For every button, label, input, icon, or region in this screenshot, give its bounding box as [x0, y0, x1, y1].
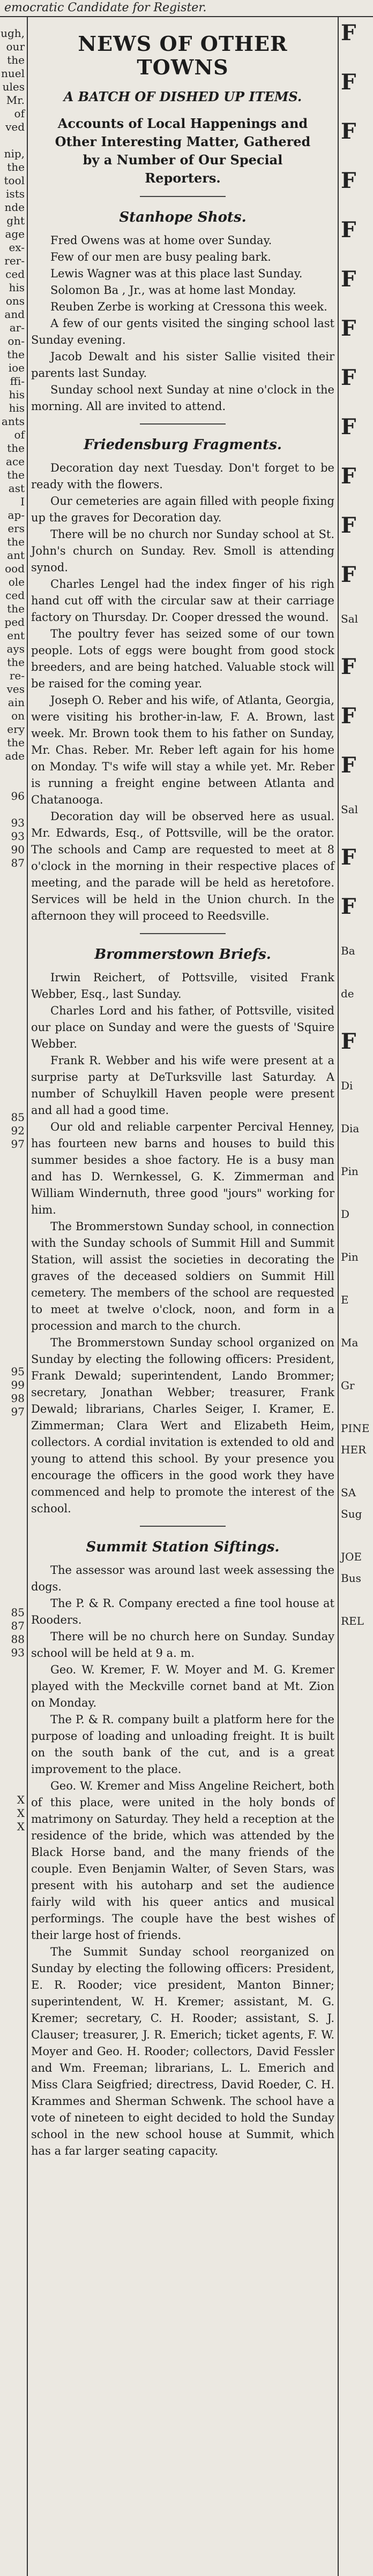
left-fragment-text: 88 — [11, 1633, 25, 1646]
left-fragment-text: nip, — [4, 147, 25, 160]
right-fragment-text: SA — [341, 1486, 356, 1499]
left-fragment-text: 97 — [11, 1405, 25, 1418]
left-fragment-text: ists — [6, 187, 25, 200]
left-fragment-text: ugh, — [1, 27, 25, 40]
news-item: The Brommerstown Sunday school, in connection with the Sunday schools of Summit Hill and Summit Station, will assist the societies in decorating the graves of the deceased soldiers on Summit Hill cemetery. The members of the school are requested to meet at twelve o'clock, noon, and form in a procession and march to the church. — [31, 1220, 334, 1332]
article-sections — [31, 196, 334, 2160]
right-fragment-text: F — [341, 316, 356, 341]
right-fragment-text: Sal — [341, 803, 359, 816]
news-item: The assessor was around last week assessing the dogs. — [31, 1564, 334, 1593]
right-fragment-text: F — [341, 217, 356, 243]
left-fragment-text: ers — [8, 522, 25, 535]
right-fragment-text: F — [341, 894, 356, 919]
news-item: The poultry fever has seized some of our town people. Lots of eggs were bought from good stock breeders, and are being hatched. Valuable stock will be raised for the coming year. — [31, 627, 334, 690]
news-item: Decoration day will be observed here as usual. Mr. Edwards, Esq., of Pottsville, will be the orator. The schools and Camp are requested to meet at 8 o'clock in the morning in their respective places of meeting, and the parade will be held as heretofore. Services will be held in the Union church. In the afternoon they will proceed to Reedsville. — [31, 810, 334, 922]
left-fragment-text: his — [9, 401, 25, 414]
left-fragment-text: 93 — [11, 816, 25, 829]
left-fragment-text: nde — [4, 201, 25, 214]
left-fragment-text: 96 — [11, 790, 25, 802]
section-divider — [140, 1526, 226, 1527]
left-fragment-text: ade — [5, 749, 25, 762]
news-item: Charles Lengel had the index finger of his righ hand cut off with the circular saw at their carriage factory on Thursday. Dr. Cooper dressed the wound. — [31, 578, 334, 624]
news-item: The Brommerstown Sunday school organized on Sunday by electing the following officers: President, Frank Dewald; superintendent, Lando Brommer; secretary, Jonathan Webber; treasurer, Frank Dewald; librarians, Charles Seiger, I. Kramer, E. Zimmerman; Clara Wert and Elizabeth Heim, collectors. A cordial invitation is extended to old and young to attend this school. By your presence you encourage the officers in the good work they have commenced and help to promote the interest of the school. — [31, 1336, 334, 1515]
section-title: Stanhope Shots. — [119, 209, 247, 225]
left-fragment-text: ap- — [8, 509, 25, 521]
right-fragment-text: Dia — [341, 1122, 360, 1135]
news-item: The P. & R. Company erected a fine tool house at Rooders. — [31, 1597, 334, 1626]
right-fragment-text: Ba — [341, 944, 355, 957]
right-fragment-text: F — [341, 168, 356, 193]
news-item: Lewis Wagner was at this place last Sunday. — [50, 267, 303, 280]
left-fragment-text: 93 — [11, 1646, 25, 1659]
left-fragment-text: ood — [5, 562, 25, 575]
right-fragment-text: F — [341, 703, 356, 729]
left-fragment-text: ole — [8, 575, 25, 588]
news-item: There will be no church here on Sunday. Sunday school will be held at 9 a. m. — [31, 1630, 334, 1660]
left-fragment-text: and — [4, 308, 25, 321]
right-fragment-text: F — [341, 1029, 356, 1054]
right-fragment-text: F — [341, 654, 356, 679]
left-fragment-text: on- — [8, 335, 25, 347]
left-fragment-text: the — [7, 442, 25, 454]
news-item: Jacob Dewalt and his sister Sallie visited their parents last Sunday. — [31, 350, 334, 380]
left-column-fragment — [0, 16, 28, 2576]
left-fragment-text: 97 — [11, 1138, 25, 1150]
right-fragment-text: F — [341, 753, 356, 778]
news-item: Decoration day next Tuesday. Don't forget to be ready with the flowers. — [31, 461, 334, 491]
right-fragment-text: F — [341, 513, 356, 538]
left-fragment-text: our — [6, 40, 25, 53]
right-fragment-text: F — [341, 267, 356, 292]
news-item: Solomon Ba , Jr., was at home last Monday. — [50, 284, 296, 297]
left-fragment-text: 90 — [11, 843, 25, 856]
right-fragment-text: Di — [341, 1079, 353, 1092]
news-item: Irwin Reichert, of Pottsville, visited Frank Webber, Esq., last Sunday. — [31, 971, 334, 1001]
left-fragment-text: ar- — [9, 321, 25, 334]
left-fragment-text: ent — [7, 629, 25, 642]
left-fragment-text: the — [7, 736, 25, 749]
right-fragment-text: HER — [341, 1443, 367, 1456]
news-item: Reuben Zerbe is working at Cressona this week. — [50, 300, 327, 313]
right-fragment-text: Pin — [341, 1251, 359, 1263]
left-fragment-text: 99 — [11, 1378, 25, 1391]
right-fragment-text: F — [341, 70, 356, 95]
left-fragment-text: the — [7, 54, 25, 66]
left-fragment-text: his — [9, 281, 25, 294]
left-fragment-text: X — [17, 1793, 25, 1806]
left-fragment-text: 98 — [11, 1392, 25, 1405]
left-fragment-text: 95 — [11, 1365, 25, 1378]
left-fragment-text: ced — [5, 589, 25, 602]
left-fragment-text: ex- — [9, 241, 25, 254]
news-item: Geo. W. Kremer, F. W. Moyer and M. G. Kremer played with the Meckville cornet band at Mt. Zion on Monday. — [31, 1663, 334, 1709]
section-title: Summit Station Siftings. — [86, 1539, 280, 1555]
news-item: There will be no church nor Sunday school at St. John's church on Sunday. Rev. Smoll is attending synod. — [31, 528, 334, 574]
left-fragment-text: Mr. — [6, 94, 25, 107]
section-title: Friedensburg Fragments. — [84, 437, 282, 453]
top-strip-text: emocratic Candidate for Register. — [4, 1, 207, 14]
left-fragment-text: ved — [5, 120, 25, 133]
left-fragment-text: rer- — [4, 254, 25, 267]
left-fragment-text: of — [14, 428, 25, 441]
right-fragment-text: Sal — [341, 612, 359, 625]
left-fragment-text: ves — [6, 683, 25, 695]
left-fragment-text: ants — [1, 415, 25, 428]
right-fragment-text: F — [341, 365, 356, 390]
right-fragment-text: PINE — [341, 1422, 370, 1435]
right-fragment-text: Ma — [341, 1336, 359, 1349]
deck: Accounts of Local Happenings and Other Interesting Matter, Gathered by a Number of Our Special Reporters. — [55, 116, 311, 186]
right-fragment-text: F — [341, 845, 356, 870]
main-article — [31, 19, 334, 2160]
news-item: Frank R. Webber and his wife were present at a surprise party at DeTurksville last Saturday. A number of Schuylkill Haven people were present and all had a good time. — [31, 1054, 334, 1117]
left-fragment-text: ght — [6, 214, 25, 227]
left-fragment-text: the — [7, 656, 25, 669]
left-fragment-text: 87 — [11, 857, 25, 869]
right-fragment-text: Sug — [341, 1507, 362, 1520]
left-fragment-text: ays — [6, 642, 25, 655]
left-fragment-text: ffi- — [10, 375, 25, 388]
left-fragment-text: 93 — [11, 830, 25, 843]
section-divider — [140, 196, 226, 197]
left-fragment-text: on — [11, 709, 25, 722]
right-fragment-text: Gr — [341, 1379, 355, 1392]
section-divider — [140, 933, 226, 934]
left-fragment-text: ioe — [8, 361, 25, 374]
left-fragment-text: ons — [5, 294, 25, 307]
left-fragment-text: the — [7, 348, 25, 361]
left-fragment-text: age — [5, 228, 25, 240]
left-fragment-text: of — [14, 107, 25, 120]
left-fragment-text: his — [9, 388, 25, 401]
right-column-fragment — [338, 16, 373, 2576]
news-item: Our cemeteries are again filled with people fixing up the graves for Decoration day. — [31, 495, 334, 524]
left-fragment-text: 85 — [11, 1606, 25, 1619]
left-fragment-text: ant — [7, 549, 25, 562]
right-fragment-text: F — [341, 464, 356, 489]
right-fragment-text: REL — [341, 1615, 364, 1627]
right-fragment-text: E — [341, 1293, 349, 1306]
right-fragment-text: F — [341, 119, 356, 144]
left-fragment-text: the — [7, 535, 25, 548]
left-fragment-text: ery — [7, 723, 25, 736]
right-fragment-text: Pin — [341, 1165, 359, 1178]
left-fragment-text: tool — [4, 174, 25, 187]
news-item: Sunday school next Sunday at nine o'clock in the morning. All are invited to attend. — [31, 383, 334, 413]
left-fragment-text: ced — [5, 268, 25, 281]
news-item: Our old and reliable carpenter Percival Henney, has fourteen new barns and houses to build this summer besides a shoe factory. He is a busy man and has D. Wernkessel, G. K. Zimmerman and William Windernuth, three good "jours" working for him. — [31, 1120, 334, 1216]
left-fragment-text: ain — [8, 696, 25, 709]
news-item: Charles Lord and his father, of Pottsville, visited our place on Sunday and were the guests of 'Squire Webber. — [31, 1004, 334, 1050]
top-strip-fragment — [0, 0, 373, 17]
left-fragment-text: X — [17, 1807, 25, 1820]
right-fragment-text: F — [341, 562, 356, 587]
news-item: Geo. W. Kremer and Miss Angeline Reichert, both of this place, were united in the holy bonds of matrimony on Saturday. They held a reception at the residence of the bride, which was attended by the Black Horse band, and the many friends of the couple. Even Benjamin Walter, of Seven Stars, was present with his autoharp and set the audience fairly wild with his queer antics and musical performings. The couple have the best wishes of their large host of friends. — [31, 1779, 334, 1942]
left-fragment-text: nuel — [1, 67, 25, 80]
left-fragment-text: I — [20, 495, 25, 508]
news-item: Joseph O. Reber and his wife, of Atlanta, Georgia, were visiting his brother-in-law, F. A. Brown, last week. Mr. Brown took them to his father on Sunday, Mr. Chas. Reber. Mr. Reber left again for his home on Monday. T's wife will stay a while yet. Mr. Reber is running a freight engine between Atlanta and Chatanooga. — [31, 694, 334, 806]
subhead: A BATCH OF DISHED UP ITEMS. — [63, 89, 302, 104]
left-fragment-text: X — [17, 1820, 25, 1833]
right-fragment-text: JOE — [341, 1550, 362, 1563]
news-item: Few of our men are busy pealing bark. — [50, 251, 271, 263]
left-fragment-text: the — [7, 468, 25, 481]
left-fragment-text: the — [7, 161, 25, 173]
masthead: NEWS OF OTHER TOWNS — [78, 32, 288, 79]
left-fragment-text: 87 — [11, 1619, 25, 1632]
right-fragment-text: D — [341, 1208, 350, 1221]
right-fragment-text: Bus — [341, 1572, 361, 1585]
right-fragment-text: de — [341, 987, 354, 1000]
left-fragment-text: 92 — [11, 1124, 25, 1137]
left-fragment-text: the — [7, 602, 25, 615]
right-fragment-text: F — [341, 20, 356, 46]
left-fragment-text: re- — [9, 669, 25, 682]
left-fragment-text: ast — [8, 482, 25, 495]
left-fragment-text: ace — [6, 455, 25, 468]
news-item: Fred Owens was at home over Sunday. — [50, 234, 272, 247]
left-fragment-text: ped — [4, 616, 25, 628]
left-fragment-text: ules — [2, 80, 25, 93]
right-fragment-text: F — [341, 414, 356, 440]
news-item: The P. & R. company built a platform here for the purpose of loading and unloading freight. It is built on the south bank of the cut, and is a great improvement to the place. — [31, 1713, 334, 1776]
section-title: Brommerstown Briefs. — [94, 946, 271, 963]
news-item: A few of our gents visited the singing school last Sunday evening. — [31, 317, 334, 346]
news-item: The Summit Sunday school reorganized on Sunday by electing the following officers: President, E. R. Rooder; vice president, Manton Binner; superintendent, W. H. Kremer; assistant, M. G. Kremer; secretary, C. H. Rooder; assistant, S. J. Clauser; treasurer, J. R. Emerich; ticket agents, F. W. Moyer and Geo. H. Rooder; collectors, David Fessler and Wm. Freeman; librarians, L. L. Emerich and Miss Clara Seigfried; directress, David Roeder, C. H. Krammes and Sherman Schwenk. The school have a vote of nineteen to eight decided to hold the Sunday school in the new school house at Summit, which has a far larger seating capacity. — [31, 1945, 334, 2157]
left-fragment-text: 85 — [11, 1111, 25, 1124]
section-divider — [140, 423, 226, 425]
